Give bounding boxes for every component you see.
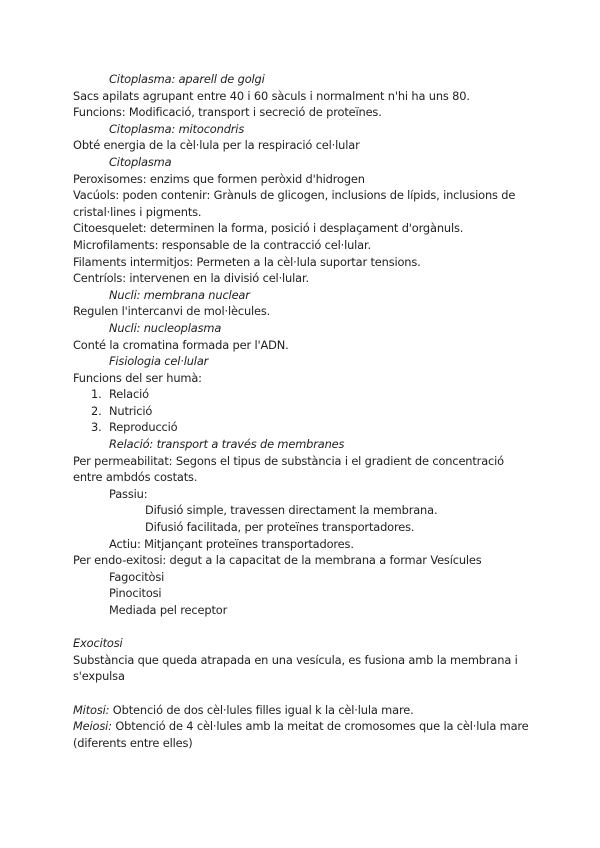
text-line: Conté la cromatina formada per l'ADN. (73, 337, 289, 352)
text-line: Microfilaments: responsable de la contracció cel·lular. (73, 237, 371, 252)
list-item (73, 419, 533, 436)
text-line: Pinocitosi (109, 586, 162, 601)
section-heading-citoplasma: Citoplasma (109, 154, 172, 169)
text-line: Vacúols: poden contenir: Grànuls de glicogen, inclusions de lípids, inclusions de cristal·lines i pigments. (73, 188, 516, 219)
definition-meiosi (73, 718, 533, 751)
text-line: Per endo-exitosi: degut a la capacitat de la membrana a formar Vesícules (73, 553, 482, 568)
text-line: Per permeabilitat: Segons el tipus de substància i el gradient de concentració entre ambdós costats. (73, 453, 504, 485)
section-heading-nucleoplasma: Nucli: nucleoplasma (109, 320, 222, 335)
term-label: Meiosi: (73, 719, 112, 734)
text-line: Centríols: intervenen en la divisió cel·lular. (73, 271, 309, 286)
text-line: Obté energia de la cèl·lula per la respiració cel·lular (73, 138, 360, 153)
section-heading-membrana-nuclear: Nucli: membrana nuclear (109, 287, 250, 302)
notes-body (73, 71, 533, 751)
text-line: Peroxisomes: enzims que formen peròxid d'hidrogen (73, 171, 365, 186)
list-item-label: Reproducció (109, 420, 178, 435)
list-item (73, 386, 533, 403)
text-line: Passiu: (109, 486, 148, 501)
text-line: Difusió facilitada, per proteïnes transportadores. (145, 520, 415, 535)
text-line: Fagocitòsi (109, 569, 165, 584)
list-number: 2. (91, 403, 102, 418)
section-heading-exocitosi: Exocitosi (73, 636, 123, 651)
section-heading-fisiologia: Fisiologia cel·lular (109, 354, 209, 369)
text-line: Difusió simple, travessen directament la membrana. (145, 503, 438, 518)
definition-mitosi (73, 702, 533, 719)
text-line: Regulen l'intercanvi de mol·lècules. (73, 304, 271, 319)
text-line: Funcions del ser humà: (73, 370, 202, 385)
term-definition: Obtenció de dos cèl·lules filles igual k la cèl·lula mare. (109, 702, 414, 717)
list-number: 3. (91, 420, 102, 435)
term-label: Mitosi: (73, 702, 110, 717)
text-line: Filaments intermitjos: Permeten a la cèl·lula suportar tensions. (73, 254, 421, 269)
text-line: Actiu: Mitjançant proteïnes transportadores. (109, 536, 354, 551)
list-number: 1. (91, 387, 102, 402)
section-heading-transport: Relació: transport a través de membranes (109, 437, 345, 452)
text-line: Mediada pel receptor (109, 603, 228, 617)
text-line: Citoesquelet: determinen la forma, posició i desplaçament d'orgànuls. (73, 221, 464, 236)
section-heading-mitocondris: Citoplasma: mitocondris (109, 121, 245, 136)
section-heading-golgi: Citoplasma: aparell de golgi (109, 72, 265, 86)
text-line: Substància que queda atrapada en una vesícula, es fusiona amb la membrana i s'expulsa (73, 652, 518, 684)
spacer (73, 619, 533, 636)
list-item (73, 403, 533, 420)
list-item-label: Nutrició (109, 403, 153, 418)
functions-list (73, 386, 533, 436)
text-line: Sacs apilats agrupant entre 40 i 60 sàculs i normalment n'hi ha uns 80. (73, 88, 470, 103)
list-item-label: Relació (109, 387, 149, 402)
spacer (73, 685, 533, 702)
text-line: Funcions: Modificació, transport i secreció de proteïnes. (73, 105, 382, 120)
term-definition: Obtenció de 4 cèl·lules amb la meitat de cromosomes que la cèl·lula mare (diferents entre elles) (73, 719, 529, 750)
